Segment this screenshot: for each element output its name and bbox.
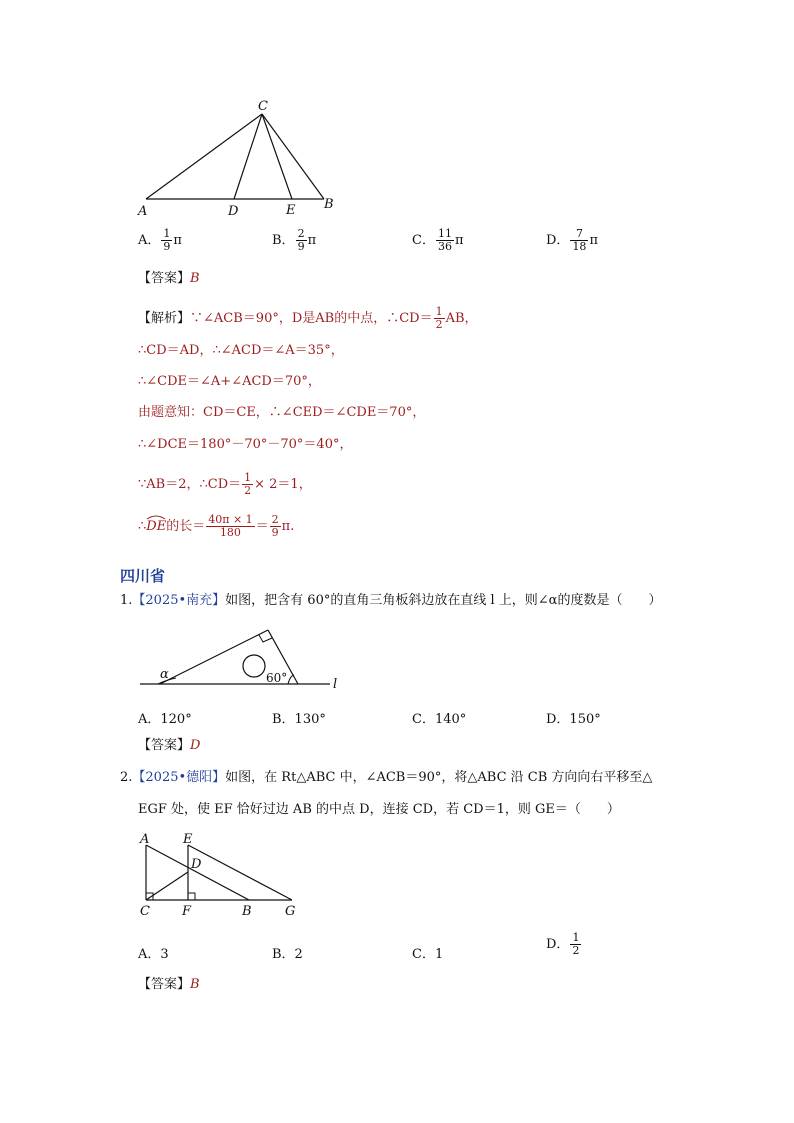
label-a: A [138, 204, 148, 219]
analysis-line-2: ∴CD＝AD，∴∠ACD＝∠A＝35°， [138, 343, 344, 358]
figure-triangle-acb [130, 95, 350, 220]
q2-option-c: C．1 [412, 947, 444, 962]
label-a2: A [140, 832, 150, 847]
q0-option-d: D． $\frac{7}{18}$ π [546, 227, 598, 253]
q1-option-c: C．140° [412, 712, 467, 727]
q0-option-a: A． $\frac{1}{9}$ π [138, 227, 182, 253]
q1-option-d: D．150° [546, 712, 601, 727]
label-f2: F [182, 904, 192, 919]
q0-option-c: C． $\frac{11}{36}$ π [412, 227, 464, 253]
label-e2: E [183, 832, 193, 847]
label-c: C [258, 99, 268, 114]
answer-value: B [190, 271, 200, 286]
label-alpha: α [160, 667, 169, 682]
label-d2: D [191, 857, 202, 872]
q2-stem-line-2: EGF 处，使 EF 恰好过边 AB 的中点 D，连接 CD，若 CD＝1，则 GE＝（ ） [138, 802, 620, 817]
label-b: B [324, 197, 334, 212]
analysis-line-5: ∴∠DCE＝180°－70°－70°＝40°， [138, 437, 353, 452]
analysis-line-6: ∵AB＝2，∴CD＝ $\frac{1}{2}$ × 2＝1， [138, 471, 312, 497]
label-d: D [228, 204, 239, 219]
q1-answer: 【答案】D [138, 738, 201, 753]
figure-translated-triangles [134, 828, 309, 923]
q2-answer: 【答案】B [138, 977, 200, 992]
label-b2: B [242, 904, 252, 919]
q2-option-a: A．3 [138, 947, 169, 962]
q2-stem-line-1: 2.【2025•德阳】如图，在 Rt△ABC 中，∠ACB＝90°，将△ABC 沿 CB 方向向右平移至△ [120, 770, 653, 785]
label-c2: C [140, 904, 150, 919]
q0-option-b: B． $\frac{2}{9}$ π [272, 227, 317, 253]
q1-option-a: A．120° [138, 712, 192, 727]
analysis-line-3: ∴∠CDE＝∠A+∠ACD＝70°， [138, 374, 321, 389]
section-title: 四川省 [120, 567, 166, 585]
label-g2: G [285, 904, 296, 919]
label-60deg: 60° [266, 671, 288, 685]
analysis-line-1: 【解析】∵∠ACB＝90°，D是AB的中点，∴CD＝ $\frac{1}{2}$ AB， [138, 305, 478, 331]
analysis-line-4: 由题意知：CD＝CE，∴∠CED＝∠CDE＝70°， [138, 405, 426, 420]
answer-tag: 【答案】 [138, 271, 191, 286]
q1-stem: 1.【2025•南充】如图，把含有 60°的直角三角板斜边放在直线 l 上，则∠α的度数是（ ） [120, 593, 662, 608]
q0-answer [138, 271, 200, 287]
q1-option-b: B．130° [272, 712, 326, 727]
label-e: E [286, 203, 296, 218]
q2-option-d: D． $\frac{1}{2}$ [546, 931, 580, 957]
q2-option-b: B．2 [272, 947, 303, 962]
figure-set-square [130, 620, 350, 695]
analysis-line-7: ∴DE 的长＝ $\frac{40\pi \times 1}{180}$ ＝ $\frac{2}{9}$ π. [138, 513, 295, 539]
label-l: l [333, 677, 338, 692]
